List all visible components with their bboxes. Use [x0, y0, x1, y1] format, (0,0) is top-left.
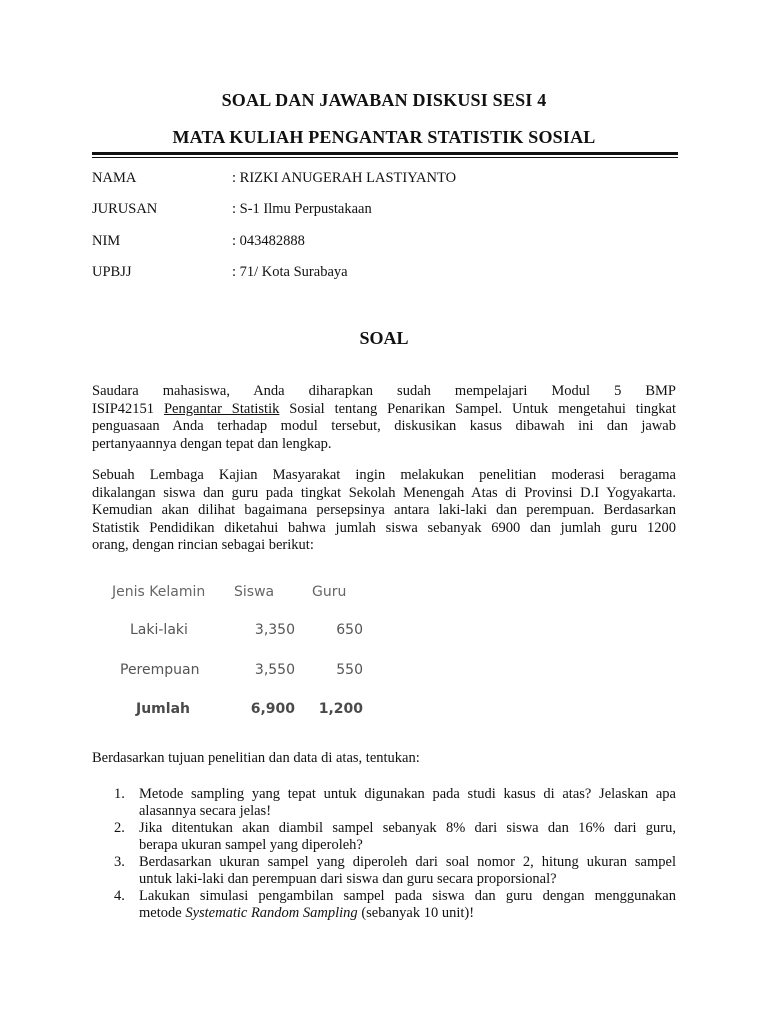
italic-text: Systematic Random Sampling [185, 905, 358, 921]
paragraph-line [92, 401, 676, 419]
info-label: NIM [92, 233, 121, 249]
info-label: UPBJJ [92, 264, 132, 280]
paragraph-line: dikalangan siswa dan guru pada tingkat Sekolah Menengah Atas di Provinsi D.I Yogyakarta. [92, 484, 676, 501]
question-line: Lakukan simulasi pengambilan sampel pada siswa dan guru dengan menggunakan [139, 888, 676, 904]
paragraph-line: penguasaan Anda terhadap modul tersebut, diskusikan kasus dibawah ini dan jawab [92, 418, 676, 434]
table-row-label: Perempuan [120, 662, 200, 678]
course-title: MATA KULIAH PENGANTAR STATISTIK SOSIAL [172, 127, 596, 147]
paragraph-line: Saudara mahasiswa, Anda diharapkan sudah mempelajari Modul 5 BMP [92, 383, 676, 399]
table-cell-guru: 550 [336, 662, 363, 678]
table-cell-siswa: 3,550 [254, 662, 295, 678]
table-header-siswa: Siswa [234, 584, 275, 600]
table-cell-siswa: 3,350 [254, 622, 295, 638]
question-number: 1. [114, 786, 125, 802]
title-divider-thin [92, 157, 678, 158]
questions-intro: Berdasarkan tujuan penelitian dan data di atas, tentukan: [92, 750, 420, 766]
question-number: 2. [114, 820, 125, 836]
info-label: NAMA [92, 170, 137, 186]
question-line: untuk laki-laki dan perempuan dari siswa dan guru secara proporsional? [139, 871, 557, 887]
table-header-guru: Guru [312, 584, 347, 600]
list-item [92, 820, 676, 854]
document-title: SOAL DAN JAWABAN DISKUSI SESI 4 [221, 90, 547, 110]
questions-list [92, 786, 676, 922]
question-line: Berdasarkan ukuran sampel yang diperoleh dari soal nomor 2, hitung ukuran sampel [139, 854, 676, 870]
list-item [92, 854, 676, 888]
text-fragment: (sebanyak 10 unit)! [357, 905, 475, 921]
question-line: berapa ukuran sampel yang diperoleh? [139, 837, 363, 853]
text-fragment: metode [139, 905, 186, 921]
paragraph-line: Sebuah Lembaga Kajian Masyarakat ingin melakukan penelitian moderasi beragama [92, 467, 676, 483]
paragraph-line: Statistik Pendidikan diketahui bahwa jumlah siswa sebanyak 6900 dan jumlah guru 1200 [92, 519, 676, 536]
question-number: 4. [114, 888, 125, 904]
question-line: Metode sampling yang tepat untuk digunakan pada studi kasus di atas? Jelaskan apa [139, 786, 676, 802]
info-value: : S-1 Ilmu Perpustakaan [232, 201, 372, 217]
title-divider [92, 152, 678, 155]
question-line: Jika ditentukan akan diambil sampel sebanyak 8% dari siswa dan 16% dari guru, [139, 820, 676, 836]
question-line: alasannya secara jelas! [139, 803, 272, 819]
text-fragment: Sosial tentang Penarikan Sampel. Untuk mengetahui tingkat [279, 400, 677, 417]
table-row-label: Laki-laki [130, 622, 188, 638]
table-total-label: Jumlah [136, 701, 190, 717]
list-item [92, 786, 676, 820]
list-item [92, 888, 676, 922]
info-value: : 71/ Kota Surabaya [232, 264, 348, 280]
info-value: : 043482888 [232, 233, 305, 249]
text-fragment: ISIP42151 [92, 400, 164, 417]
info-label: JURUSAN [92, 201, 158, 217]
question-line [139, 905, 676, 922]
paragraph-line: Kemudian akan dilihat bagaimana persepsinya antara laki-laki dan perempuan. Berdasarkan [92, 502, 676, 518]
info-value: : RIZKI ANUGERAH LASTIYANTO [232, 170, 457, 186]
paragraph-line: pertanyaannya dengan tepat dan lengkap. [92, 435, 332, 452]
table-header-gender: Jenis Kelamin [112, 584, 206, 600]
underlined-text: Pengantar Statistik [163, 400, 280, 417]
paragraph-line: orang, dengan rincian sebagai berikut: [92, 537, 314, 553]
case-paragraph [92, 467, 676, 555]
instruction-paragraph [92, 383, 676, 453]
table-total-guru: 1,200 [318, 701, 363, 717]
table-total-siswa: 6,900 [250, 701, 295, 717]
section-heading: SOAL [359, 328, 409, 348]
question-number: 3. [114, 854, 125, 870]
table-cell-guru: 650 [336, 622, 363, 638]
